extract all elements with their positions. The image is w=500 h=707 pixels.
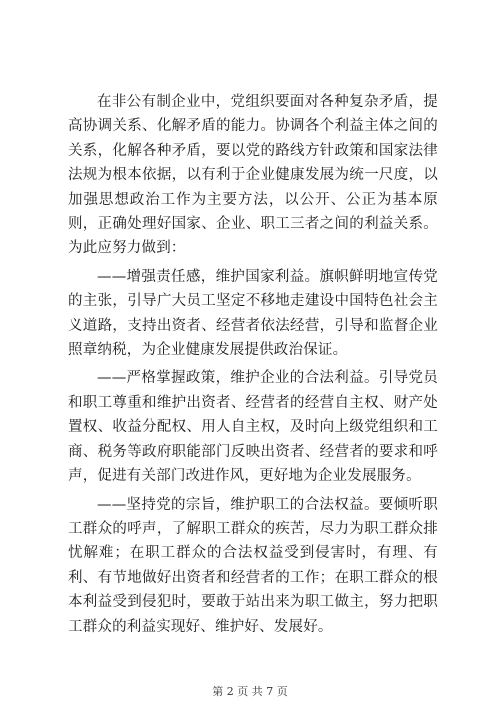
paragraph-intro: 在非公有制企业中，党组织要面对各种复杂矛盾，提高协调关系、化解矛盾的能力。协调各个利益主体之间的关系，化解各种矛盾，要以党的路线方针政策和国家法律法规为根本依据，以有利于企业健康发展为统一尺度，以加强思想政治工作为主要方法，以公开、公正为基本原则，正确处理好国家、企业、职工三者之间的利益关系。为此应努力做到： [68, 94, 438, 257]
paragraph-national-interest: ——增强责任感，维护国家利益。旗帜鲜明地宣传党的主张，引导广大员工坚定不移地走建设中国特色社会主义道路，支持出资者、经营者依法经营，引导和监督企业照章纳税，为企业健康发展提供政治保证。 [68, 268, 438, 359]
document-body [68, 90, 438, 643]
paragraph-employee-rights: ——坚持党的宗旨，维护职工的合法权益。要倾听职工群众的呼声，了解职工群众的疾苦，尽力为职工群众排忧解难；在职工群众的合法权益受到侵害时，有理、有利、有节地做好出资者和经营者的工作；在职工群众的根本利益受到侵犯时，要敢于站出来为职工做主，努力把职工群众的利益实现好、维护好、发展好。 [68, 496, 438, 635]
page-footer [0, 683, 500, 699]
paragraph-enterprise-interest: ——严格掌握政策，维护企业的合法利益。引导党员和职工尊重和维护出资者、经营者的经营自主权、财产处置权、收益分配权、用人自主权，及时向上级党组织和工商、税务等政府职能部门反映出资者、经营者的要求和呼声，促进有关部门改进作风，更好地为企业发展服务。 [68, 370, 438, 485]
page-number: 第 2 页 共 7 页 [212, 685, 288, 698]
